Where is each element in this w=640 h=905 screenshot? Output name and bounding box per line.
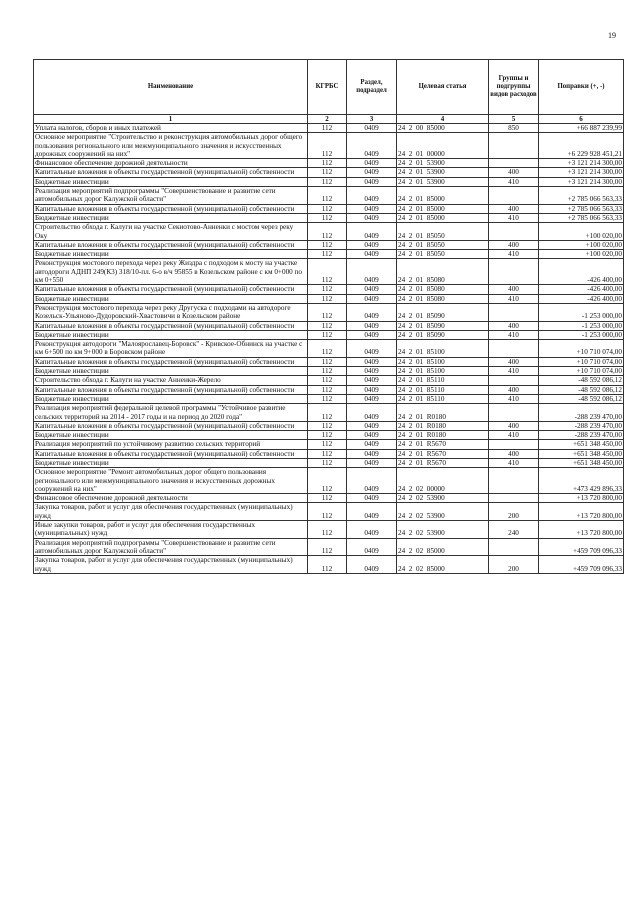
row-section: 0409: [347, 458, 397, 467]
row-group: [489, 440, 539, 449]
row-kgrbs: 112: [308, 213, 347, 222]
row-target: 24 2 01 85100: [397, 340, 489, 358]
row-target: 24 2 01 85080: [397, 294, 489, 303]
row-target: 24 2 01 53900: [397, 168, 489, 177]
table-row: [34, 468, 624, 494]
row-name: Бюджетные инвестиции: [34, 394, 308, 403]
row-target: 24 2 01 R5670: [397, 440, 489, 449]
row-name: Реконструкция мостового перехода через реку Другуска с подходами на автодороге Козельск-Ульяново-Дудоровский-Хвастовичи в Козельском районе: [34, 303, 308, 321]
row-name: Бюджетные инвестиции: [34, 294, 308, 303]
row-name: Реконструкция мостового перехода через реку Жиздра с подходом к мосту на участке автодороги АДНП 249(К3) 318/10-пл. 6-о в/ч 95855 в Козельском районе с км 0+000 по км 0+550: [34, 259, 308, 285]
row-section: 0409: [347, 503, 397, 521]
row-group: [489, 376, 539, 385]
row-group: 400: [489, 421, 539, 430]
header-amend: Поправки (+, -): [539, 60, 624, 115]
row-amount: +3 121 214 300,00: [539, 168, 624, 177]
row-kgrbs: 112: [308, 204, 347, 213]
row-amount: +473 429 896,33: [539, 468, 624, 494]
row-name: Закупка товаров, работ и услуг для обеспечения государственных (муниципальных) нужд: [34, 503, 308, 521]
table-row: [34, 538, 624, 556]
row-amount: +66 887 239,99: [539, 124, 624, 133]
row-kgrbs: 112: [308, 367, 347, 376]
row-group: 410: [489, 294, 539, 303]
row-target: 24 2 01 85080: [397, 285, 489, 294]
row-group: [489, 468, 539, 494]
budget-table: [33, 59, 624, 574]
row-name: Строительство обхода г. Калуги на участке Секиотово-Анненки с мостом через реку Оку: [34, 223, 308, 241]
row-section: 0409: [347, 187, 397, 205]
row-group: 400: [489, 385, 539, 394]
row-section: 0409: [347, 357, 397, 366]
row-section: 0409: [347, 521, 397, 539]
row-amount: +651 348 450,00: [539, 440, 624, 449]
row-amount: +2 785 066 563,33: [539, 213, 624, 222]
table-row: [34, 259, 624, 285]
row-target: 24 2 01 85110: [397, 385, 489, 394]
row-target: 24 2 01 85090: [397, 303, 489, 321]
header-target: Целевая статья: [397, 60, 489, 115]
column-number: 6: [539, 115, 624, 124]
row-name: Реконструкция автодороги "Малоярославец-Боровск" - Кривское-Обнинск на участке с км 6+500 по км 9+000 в Боровском районе: [34, 340, 308, 358]
row-section: 0409: [347, 259, 397, 285]
row-kgrbs: 112: [308, 285, 347, 294]
row-kgrbs: 112: [308, 177, 347, 186]
row-amount: +13 720 800,00: [539, 521, 624, 539]
row-section: 0409: [347, 385, 397, 394]
row-target: 24 2 01 R0180: [397, 431, 489, 440]
row-target: 24 2 01 85100: [397, 357, 489, 366]
row-amount: +459 709 096,33: [539, 556, 624, 574]
table-row: [34, 223, 624, 241]
table-row: [34, 133, 624, 159]
row-section: 0409: [347, 124, 397, 133]
row-section: 0409: [347, 285, 397, 294]
row-name: Финансовое обеспечение дорожной деятельности: [34, 494, 308, 503]
row-amount: +3 121 214 300,00: [539, 177, 624, 186]
row-amount: -1 253 000,00: [539, 303, 624, 321]
row-amount: +10 710 074,00: [539, 367, 624, 376]
row-section: 0409: [347, 321, 397, 330]
row-name: Капитальные вложения в объекты государственной (муниципальной) собственности: [34, 321, 308, 330]
row-name: Реализация мероприятий федеральной целевой программы "Устойчивое развитие сельских территорий на 2014 - 2017 годы и на период до 2020 года": [34, 404, 308, 422]
row-kgrbs: 112: [308, 357, 347, 366]
row-section: 0409: [347, 133, 397, 159]
row-target: 24 2 02 53900: [397, 494, 489, 503]
row-section: 0409: [347, 223, 397, 241]
row-target: 24 2 01 85050: [397, 250, 489, 259]
table-row: [34, 449, 624, 458]
row-target: 24 2 01 00000: [397, 133, 489, 159]
row-name: Бюджетные инвестиции: [34, 431, 308, 440]
row-section: 0409: [347, 168, 397, 177]
row-section: 0409: [347, 250, 397, 259]
row-amount: -48 592 086,12: [539, 394, 624, 403]
row-name: Бюджетные инвестиции: [34, 177, 308, 186]
row-kgrbs: 112: [308, 340, 347, 358]
header-section: Раздел, подраздел: [347, 60, 397, 115]
row-name: Бюджетные инвестиции: [34, 330, 308, 339]
row-name: Капитальные вложения в объекты государственной (муниципальной) собственности: [34, 449, 308, 458]
row-name: Закупка товаров, работ и услуг для обеспечения государственных (муниципальных) нужд: [34, 556, 308, 574]
row-section: 0409: [347, 159, 397, 168]
row-target: 24 2 01 85090: [397, 321, 489, 330]
row-amount: +651 348 450,00: [539, 458, 624, 467]
table-row: [34, 177, 624, 186]
row-kgrbs: 112: [308, 404, 347, 422]
row-amount: +10 710 074,00: [539, 357, 624, 366]
row-target: 24 2 01 85080: [397, 259, 489, 285]
row-kgrbs: 112: [308, 385, 347, 394]
row-kgrbs: 112: [308, 449, 347, 458]
page-number: 19: [608, 31, 616, 40]
table-row: [34, 556, 624, 574]
row-name: Бюджетные инвестиции: [34, 250, 308, 259]
table-row: [34, 340, 624, 358]
row-target: 24 2 02 53900: [397, 521, 489, 539]
row-kgrbs: 112: [308, 168, 347, 177]
row-name: Капитальные вложения в объекты государственной (муниципальной) собственности: [34, 385, 308, 394]
row-amount: -288 239 470,00: [539, 431, 624, 440]
row-section: 0409: [347, 449, 397, 458]
row-name: Бюджетные инвестиции: [34, 213, 308, 222]
row-group: [489, 404, 539, 422]
row-section: 0409: [347, 431, 397, 440]
row-group: 850: [489, 124, 539, 133]
row-section: 0409: [347, 440, 397, 449]
row-section: 0409: [347, 468, 397, 494]
row-group: [489, 494, 539, 503]
row-group: 400: [489, 321, 539, 330]
row-name: Бюджетные инвестиции: [34, 367, 308, 376]
row-kgrbs: 112: [308, 376, 347, 385]
row-amount: +3 121 214 300,00: [539, 159, 624, 168]
row-amount: -48 592 086,12: [539, 385, 624, 394]
row-target: 24 2 01 R0180: [397, 404, 489, 422]
table-row: [34, 367, 624, 376]
row-name: Реализация мероприятий по устойчивому развитию сельских территорий: [34, 440, 308, 449]
table-row: [34, 294, 624, 303]
row-amount: +651 348 450,00: [539, 449, 624, 458]
row-group: 400: [489, 449, 539, 458]
row-name: Основное мероприятие "Ремонт автомобильных дорог общего пользования регионального или межмуниципального значения и искусственных дорожных сооружений на них": [34, 468, 308, 494]
row-name: Финансовое обеспечение дорожной деятельности: [34, 159, 308, 168]
row-group: 410: [489, 177, 539, 186]
row-amount: -426 400,00: [539, 285, 624, 294]
row-kgrbs: 112: [308, 431, 347, 440]
row-section: 0409: [347, 367, 397, 376]
row-kgrbs: 112: [308, 538, 347, 556]
row-group: [489, 340, 539, 358]
table-row: [34, 250, 624, 259]
row-target: 24 2 01 85050: [397, 223, 489, 241]
table-row: [34, 187, 624, 205]
row-kgrbs: 112: [308, 394, 347, 403]
row-section: 0409: [347, 556, 397, 574]
row-name: Капитальные вложения в объекты государственной (муниципальной) собственности: [34, 168, 308, 177]
row-kgrbs: 112: [308, 133, 347, 159]
row-group: [489, 133, 539, 159]
row-target: 24 2 02 85000: [397, 538, 489, 556]
row-kgrbs: 112: [308, 321, 347, 330]
column-number: 1: [34, 115, 308, 124]
row-section: 0409: [347, 294, 397, 303]
row-group: 410: [489, 431, 539, 440]
row-section: 0409: [347, 330, 397, 339]
row-group: 200: [489, 503, 539, 521]
header-name: Наименование: [34, 60, 308, 115]
row-section: 0409: [347, 240, 397, 249]
table-row: [34, 494, 624, 503]
row-section: 0409: [347, 340, 397, 358]
row-name: Капитальные вложения в объекты государственной (муниципальной) собственности: [34, 285, 308, 294]
row-amount: -288 239 470,00: [539, 421, 624, 430]
row-name: Уплата налогов, сборов и иных платежей: [34, 124, 308, 133]
row-target: 24 2 01 R0180: [397, 421, 489, 430]
row-section: 0409: [347, 303, 397, 321]
row-name: Капитальные вложения в объекты государственной (муниципальной) собственности: [34, 204, 308, 213]
row-amount: +6 229 928 451,21: [539, 133, 624, 159]
row-target: 24 2 01 85050: [397, 240, 489, 249]
row-section: 0409: [347, 177, 397, 186]
row-amount: -426 400,00: [539, 294, 624, 303]
row-kgrbs: 112: [308, 259, 347, 285]
row-name: Строительство обхода г. Калуги на участке Анненки-Жерело: [34, 376, 308, 385]
row-amount: +100 020,00: [539, 250, 624, 259]
row-target: 24 2 01 85000: [397, 213, 489, 222]
table-row: [34, 357, 624, 366]
row-group: 410: [489, 394, 539, 403]
row-group: [489, 187, 539, 205]
column-number-row: [34, 115, 624, 124]
row-name: Капитальные вложения в объекты государственной (муниципальной) собственности: [34, 357, 308, 366]
column-number: 5: [489, 115, 539, 124]
row-group: [489, 259, 539, 285]
row-target: 24 2 01 53900: [397, 159, 489, 168]
table-row: [34, 421, 624, 430]
row-kgrbs: 112: [308, 187, 347, 205]
row-kgrbs: 112: [308, 468, 347, 494]
row-group: 410: [489, 250, 539, 259]
row-name: Реализация мероприятий подпрограммы "Совершенствование и развитие сети автомобильных дорог Калужской области": [34, 538, 308, 556]
row-target: 24 2 01 85110: [397, 376, 489, 385]
row-kgrbs: 112: [308, 556, 347, 574]
row-target: 24 2 01 85090: [397, 330, 489, 339]
table-row: [34, 394, 624, 403]
row-amount: -426 400,00: [539, 259, 624, 285]
row-group: [489, 303, 539, 321]
row-target: 24 2 01 85000: [397, 187, 489, 205]
row-kgrbs: 112: [308, 223, 347, 241]
row-section: 0409: [347, 494, 397, 503]
row-target: 24 2 02 85000: [397, 556, 489, 574]
row-target: 24 2 01 85000: [397, 204, 489, 213]
row-kgrbs: 112: [308, 421, 347, 430]
row-amount: +2 785 066 563,33: [539, 204, 624, 213]
row-amount: -288 239 470,00: [539, 404, 624, 422]
row-target: 24 2 00 85000: [397, 124, 489, 133]
table-row: [34, 458, 624, 467]
row-name: Капитальные вложения в объекты государственной (муниципальной) собственности: [34, 240, 308, 249]
row-amount: -1 253 000,00: [539, 321, 624, 330]
row-kgrbs: 112: [308, 240, 347, 249]
row-section: 0409: [347, 404, 397, 422]
column-number: 4: [397, 115, 489, 124]
table-row: [34, 321, 624, 330]
table-row: [34, 159, 624, 168]
row-target: 24 2 01 R5670: [397, 458, 489, 467]
table-row: [34, 521, 624, 539]
row-group: [489, 538, 539, 556]
row-kgrbs: 112: [308, 458, 347, 467]
row-amount: +13 720 800,00: [539, 494, 624, 503]
table-row: [34, 124, 624, 133]
row-group: 400: [489, 204, 539, 213]
table-row: [34, 168, 624, 177]
table-row: [34, 240, 624, 249]
row-group: [489, 223, 539, 241]
row-kgrbs: 112: [308, 250, 347, 259]
row-section: 0409: [347, 204, 397, 213]
row-group: 200: [489, 556, 539, 574]
table-row: [34, 503, 624, 521]
row-target: 24 2 02 53900: [397, 503, 489, 521]
header-groups: Группы и подгруппы видов расходов: [489, 60, 539, 115]
row-kgrbs: 112: [308, 494, 347, 503]
table-row: [34, 303, 624, 321]
row-target: 24 2 01 85100: [397, 367, 489, 376]
column-number: 2: [308, 115, 347, 124]
header-row: [34, 60, 624, 115]
row-kgrbs: 112: [308, 440, 347, 449]
table-row: [34, 440, 624, 449]
header-kgrbs: КГРБС: [308, 60, 347, 115]
row-section: 0409: [347, 421, 397, 430]
row-kgrbs: 112: [308, 159, 347, 168]
row-amount: +13 720 800,00: [539, 503, 624, 521]
row-kgrbs: 112: [308, 124, 347, 133]
row-kgrbs: 112: [308, 503, 347, 521]
row-target: 24 2 01 R5670: [397, 449, 489, 458]
row-group: [489, 159, 539, 168]
table-row: [34, 376, 624, 385]
row-group: 410: [489, 458, 539, 467]
row-name: Основное мероприятие "Строительство и реконструкция автомобильных дорог общего пользования регионального или межмуниципального значения и искусственных дорожных сооружений на них": [34, 133, 308, 159]
row-group: 400: [489, 240, 539, 249]
column-number: 3: [347, 115, 397, 124]
row-kgrbs: 112: [308, 294, 347, 303]
row-amount: +2 785 066 563,33: [539, 187, 624, 205]
row-group: 400: [489, 285, 539, 294]
row-group: 410: [489, 213, 539, 222]
row-amount: +100 020,00: [539, 240, 624, 249]
table-row: [34, 213, 624, 222]
table-row: [34, 404, 624, 422]
row-section: 0409: [347, 394, 397, 403]
row-group: 410: [489, 330, 539, 339]
row-kgrbs: 112: [308, 303, 347, 321]
row-group: 240: [489, 521, 539, 539]
row-group: 400: [489, 357, 539, 366]
table-row: [34, 431, 624, 440]
table-row: [34, 285, 624, 294]
row-amount: -1 253 000,00: [539, 330, 624, 339]
row-name: Иные закупки товаров, работ и услуг для обеспечения государственных (муниципальных) нужд: [34, 521, 308, 539]
row-kgrbs: 112: [308, 521, 347, 539]
table-row: [34, 330, 624, 339]
row-target: 24 2 01 85110: [397, 394, 489, 403]
row-name: Капитальные вложения в объекты государственной (муниципальной) собственности: [34, 421, 308, 430]
table-row: [34, 204, 624, 213]
row-amount: +10 710 074,00: [539, 340, 624, 358]
row-amount: +459 709 096,33: [539, 538, 624, 556]
row-group: 400: [489, 168, 539, 177]
row-section: 0409: [347, 538, 397, 556]
row-target: 24 2 01 53900: [397, 177, 489, 186]
row-target: 24 2 02 00000: [397, 468, 489, 494]
row-group: 410: [489, 367, 539, 376]
row-amount: +100 020,00: [539, 223, 624, 241]
row-name: Бюджетные инвестиции: [34, 458, 308, 467]
row-section: 0409: [347, 213, 397, 222]
row-name: Реализация мероприятий подпрограммы "Совершенствование и развитие сети автомобильных дорог Калужской области": [34, 187, 308, 205]
row-kgrbs: 112: [308, 330, 347, 339]
table-row: [34, 385, 624, 394]
row-section: 0409: [347, 376, 397, 385]
row-amount: -48 592 086,12: [539, 376, 624, 385]
